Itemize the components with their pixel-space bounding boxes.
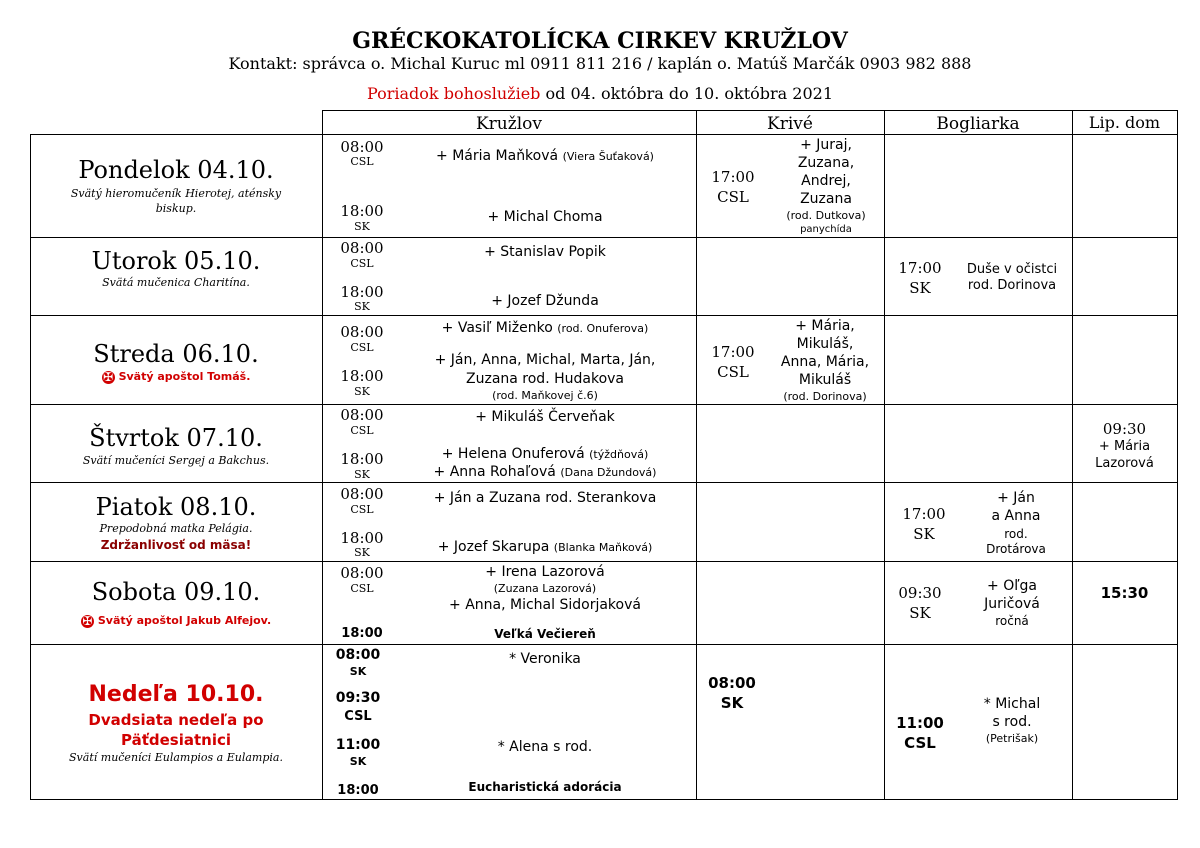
intention: + Stanislav Popik (484, 244, 606, 260)
service-name: Eucharistická adorácia (468, 780, 622, 794)
intention: + Oľga (987, 578, 1037, 594)
time: 08:00 (340, 564, 384, 582)
intention: * Alena s rod. (497, 739, 593, 755)
day-name: Štvrtok 07.10. (89, 424, 263, 452)
language: SK (354, 385, 370, 398)
sunday-title: Päťdesiatnici (120, 731, 231, 749)
language: CSL (350, 503, 374, 516)
language: CSL (350, 424, 374, 437)
intention: + Mária, (795, 318, 855, 334)
intention: Mikuláš (798, 372, 852, 388)
intention: Anna, Mária, (780, 354, 870, 370)
saint-line: Svätí mučeníci Eulampios a Eulampia. (69, 751, 283, 764)
language: SK (349, 665, 367, 678)
time: 17:00 (902, 505, 946, 523)
time: 18:00 (340, 450, 384, 468)
time: 08:00 (335, 647, 381, 663)
day-name: Streda 06.10. (93, 340, 259, 368)
intention: rod. Dorinova (967, 278, 1057, 293)
intention: + Vasiľ Miženko (rod. Onuferova) (441, 320, 649, 336)
language: CSL (717, 188, 749, 206)
intention: * Veronika (509, 651, 581, 667)
language: CSL (904, 734, 936, 752)
intention-note: (rod. Dutkova) (786, 209, 866, 222)
time: 18:00 (340, 283, 384, 301)
intention: + Jozef Skarupa (Blanka Maňková) (437, 539, 653, 555)
intention: + Anna, Michal Sidorjaková (449, 597, 641, 613)
day-name: Pondelok 04.10. (78, 156, 274, 184)
intention-note: (Petrišak) (985, 732, 1039, 745)
time: 08:00 (340, 239, 384, 257)
language: SK (720, 694, 744, 712)
intention: Duše v očistci (966, 262, 1058, 277)
language: CSL (344, 709, 372, 724)
contact-line: Kontakt: správca o. Michal Kuruc ml 0911 811 216 / kaplán o. Matúš Marčák 0903 982 888 (228, 54, 972, 73)
time: 18:00 (341, 626, 383, 641)
time: 18:00 (340, 202, 384, 220)
day-name: Nedeľa 10.10. (88, 682, 264, 707)
time: 09:30 (1102, 420, 1147, 438)
day-name: Sobota 09.10. (91, 578, 261, 606)
time: 08:00 (340, 406, 384, 424)
language: CSL (350, 257, 374, 270)
intention-note: (rod. Maňkovej č.6) (492, 389, 598, 402)
intention: + Jozef Džunda (491, 293, 599, 309)
time: 18:00 (340, 367, 384, 385)
column-header-lip-dom: Lip. dom (1088, 113, 1161, 132)
saint-line: ✠ Svätý apoštol Jakub Alfejov. (82, 614, 272, 628)
intention: + Juraj, (800, 137, 852, 153)
intention: Zuzana rod. Hudakova (466, 371, 624, 387)
intention: Zuzana (800, 191, 852, 207)
day-name: Piatok 08.10. (95, 493, 257, 521)
schedule-line (0, 84, 1200, 103)
intention-note: ročná (995, 614, 1029, 628)
intention: + Anna Rohaľová (Dana Džundová) (433, 464, 657, 480)
time: 08:00 (340, 138, 384, 156)
fasting-note: Zdržanlivosť od mäsa! (100, 538, 252, 552)
intention: * Michal (983, 696, 1041, 712)
column-header-bogliarka: Bogliarka (936, 114, 1020, 134)
page-title: GRÉCKOKATOLÍCKA CIRKEV KRUŽLOV (352, 28, 848, 54)
intention: s rod. (992, 714, 1032, 730)
saint-line: ✠ Svätý apoštol Tomáš. (103, 370, 251, 384)
column-header-kruzlov: Kružlov (475, 114, 542, 134)
intention-note: panychída (800, 224, 852, 235)
language: CSL (350, 582, 374, 595)
time: 08:00 (340, 323, 384, 341)
language: CSL (717, 363, 749, 381)
language: SK (349, 755, 367, 768)
day-name: Utorok 05.10. (91, 247, 261, 275)
time: 11:00 (896, 714, 944, 732)
saint-line: Prepodobná matka Pelágia. (99, 522, 253, 535)
intention: + Mária (1098, 439, 1151, 454)
intention-note: (Zuzana Lazorová) (493, 582, 597, 595)
schedule-dates: od 04. októbra do 10. októbra 2021 (545, 84, 834, 103)
time: 18:00 (337, 783, 379, 798)
intention: + Ján (997, 490, 1035, 506)
language: SK (354, 300, 370, 313)
intention: Andrej, (801, 173, 851, 189)
language: CSL (350, 155, 374, 168)
language: CSL (350, 341, 374, 354)
saint-line: Svätý hieromučeník Hierotej, aténsky (70, 187, 282, 200)
intention: + Helena Onuferová (týždňová) (441, 446, 649, 462)
language: SK (354, 468, 370, 481)
sunday-title: Dvadsiata nedeľa po (88, 711, 264, 729)
saint-line: biskup. (155, 202, 197, 215)
column-header-krive: Krivé (767, 114, 813, 134)
intention: + Ján, Anna, Michal, Marta, Ján, (434, 352, 656, 368)
time: 18:00 (340, 529, 384, 547)
intention: + Irena Lazorová (485, 564, 605, 580)
time: 09:30 (898, 584, 942, 602)
intention: Drotárova (986, 542, 1046, 556)
saint-line: Svätí mučeníci Sergej a Bakchus. (82, 454, 270, 467)
time: 17:00 (711, 343, 755, 361)
intention: Mikuláš, (796, 336, 854, 352)
time: 09:30 (335, 690, 381, 706)
schedule-label: Poriadok bohoslužieb (366, 84, 541, 103)
intention: rod. (1004, 527, 1028, 541)
intention: + Mária Maňková (Viera Šuťaková) (436, 148, 654, 164)
language: SK (354, 546, 370, 559)
intention: Zuzana, (797, 155, 855, 171)
language: SK (354, 220, 370, 233)
intention: + Mikuláš Červeňak (475, 409, 615, 425)
time: 17:00 (898, 259, 942, 277)
intention: + Michal Choma (487, 209, 603, 225)
language: SK (909, 604, 931, 622)
intention: + Ján a Zuzana rod. Sterankova (433, 490, 657, 506)
intention: Juričová (984, 596, 1040, 612)
time: 08:00 (708, 674, 756, 692)
time: 17:00 (711, 168, 755, 186)
cross-icon: ✠ (103, 370, 114, 384)
time: 15:30 (1100, 584, 1149, 602)
time: 08:00 (340, 485, 384, 503)
saint-line: Svätá mučenica Charitína. (102, 276, 250, 289)
cross-icon: ✠ (82, 614, 93, 628)
intention: Lazorová (1095, 456, 1154, 471)
language: SK (909, 279, 931, 297)
intention-note: (rod. Dorinova) (783, 390, 867, 403)
time: 11:00 (335, 737, 381, 753)
service-name: Veľká Večiereň (494, 627, 596, 641)
language: SK (913, 525, 935, 543)
intention: a Anna (991, 508, 1041, 524)
